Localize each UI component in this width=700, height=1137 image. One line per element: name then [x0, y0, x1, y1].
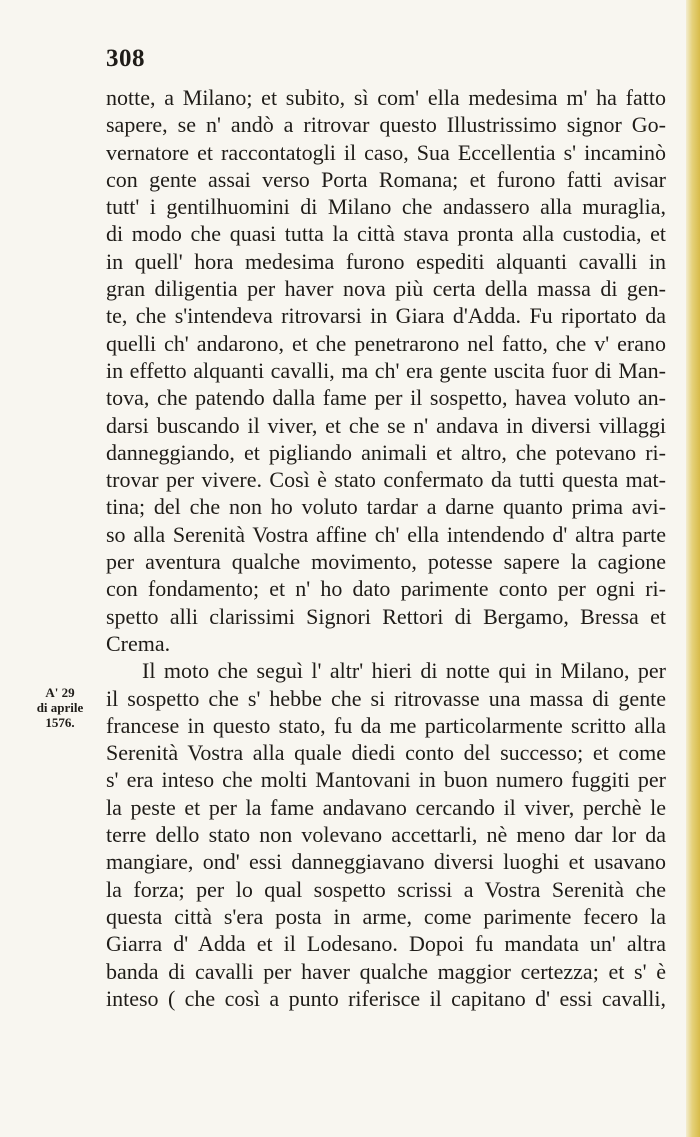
- body-line: Serenità Vostra alla quale diedi conto del successo; et come: [106, 740, 666, 766]
- body-line: te, che s'intendeva ritrovarsi in Giara d'Adda. Fu riportato da: [106, 303, 666, 329]
- body-line: so alla Serenità Vostra affine ch' ella intendendo d' altra parte: [106, 521, 666, 547]
- body-line: per aventura qualche movimento, potesse sapere la cagione: [106, 549, 666, 575]
- body-text: [106, 84, 666, 1012]
- body-line: sapere, se n' andò a ritrovar questo Illustrissimo signor Go-: [106, 112, 666, 138]
- page-number: 308: [106, 45, 145, 72]
- margin-note-line: 1576.: [45, 715, 75, 730]
- page-edge: [686, 0, 700, 1137]
- body-line: tova, che patendo dalla fame per il sospetto, havea voluto an-: [106, 385, 666, 411]
- body-line: danneggiando, et pigliando animali et altro, che potevano ri-: [106, 439, 666, 465]
- body-line: mangiare, ond' essi danneggiavano diversi luoghi et usavano: [106, 849, 666, 875]
- body-line: con gente assai verso Porta Romana; et furono fatti avisar: [106, 166, 666, 192]
- body-line: tina; del che non ho voluto tardar a darne quanto prima avi-: [106, 494, 666, 520]
- margin-note-line: di aprile: [36, 700, 84, 715]
- body-line: la peste et per la fame andavano cercando il viver, perchè le: [106, 794, 666, 820]
- body-line: Giarra d' Adda et il Lodesano. Dopoi fu mandata un' altra: [106, 931, 666, 957]
- body-line: con fondamento; et n' ho dato parimente conto per ogni ri-: [106, 576, 666, 602]
- body-line: spetto alli clarissimi Signori Rettori di Bergamo, Bressa et: [106, 603, 666, 629]
- body-line: il sospetto che s' hebbe che si ritrovasse una massa di gente: [106, 685, 666, 711]
- body-line: inteso ( che così a punto riferisce il capitano d' essi cavalli,: [106, 985, 666, 1011]
- body-line: Crema.: [106, 630, 171, 656]
- body-line: Il moto che seguì l' altr' hieri di notte qui in Milano, per: [142, 658, 666, 684]
- body-line: la forza; per lo qual sospetto scrissi a Vostra Serenità che: [106, 876, 666, 902]
- body-line: terre dello stato non volevano accettarli, nè meno dar lor da: [106, 822, 666, 848]
- body-line: gran diligentia per haver nova più certa della massa di gen-: [106, 276, 666, 302]
- body-line: in quell' hora medesima furono espediti alquanti cavalli in: [106, 248, 666, 274]
- body-line: banda di cavalli per haver qualche maggior certezza; et s' è: [106, 958, 666, 984]
- body-line: quelli ch' andarono, et che penetrarono nel fatto, che v' erano: [106, 330, 666, 356]
- body-line: darsi buscando il viver, et che se n' andava in diversi villaggi: [106, 412, 666, 438]
- body-line: questa città s'era posta in arme, come parimente fecero la: [106, 903, 666, 929]
- marginal-date-note: [20, 685, 100, 730]
- body-line: trovar per vivere. Così è stato confermato da tutti questa mat-: [106, 467, 666, 493]
- body-line: di modo che quasi tutta la città stava pronta alla custodia, et: [106, 221, 666, 247]
- body-line: in effetto alquanti cavalli, ma ch' era gente uscita fuor di Man-: [106, 357, 666, 383]
- body-line: tutt' i gentilhuomini di Milano che andassero alla muraglia,: [106, 194, 666, 220]
- body-line: francese in questo stato, fu da me particolarmente scritto alla: [106, 712, 666, 738]
- body-line: notte, a Milano; et subito, sì com' ella medesima m' ha fatto: [106, 85, 666, 110]
- body-line: s' era inteso che molti Mantovani in buon numero fuggiti per: [106, 767, 666, 793]
- body-line: vernatore et raccontatogli il caso, Sua Eccellentia s' incaminò: [106, 139, 666, 165]
- margin-note-line: A' 29: [45, 685, 75, 700]
